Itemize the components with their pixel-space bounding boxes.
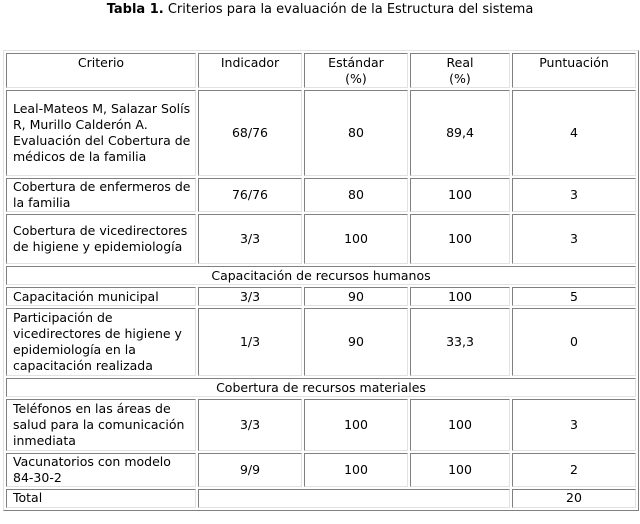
- table-row: [6, 287, 636, 306]
- cell-criterio: Teléfonos en las áreas de salud para la comunicación inmediata: [6, 399, 196, 451]
- cell-puntuacion: 3: [512, 178, 636, 212]
- table-row: [6, 308, 636, 376]
- cell-criterio: Participación de vicedirectores de higiene y epidemiología en la capacitación realizada: [6, 308, 196, 376]
- cell-puntuacion: 3: [512, 214, 636, 264]
- total-puntuacion: 20: [512, 489, 636, 508]
- cell-real: 33,3: [410, 308, 510, 376]
- cell-estandar: 100: [304, 453, 408, 487]
- cell-puntuacion: 5: [512, 287, 636, 306]
- cell-puntuacion: 0: [512, 308, 636, 376]
- table-row: [6, 453, 636, 487]
- total-label: Total: [6, 489, 196, 508]
- cell-real: 100: [410, 178, 510, 212]
- cell-real: 100: [410, 399, 510, 451]
- cell-estandar: 80: [304, 90, 408, 176]
- section-row: [6, 266, 636, 285]
- cell-criterio: Vacunatorios con modelo 84-30-2: [6, 453, 196, 487]
- cell-puntuacion: 2: [512, 453, 636, 487]
- table-title: Criterios para la evaluación de la Estructura del sistema: [167, 2, 534, 17]
- cell-criterio: Leal-Mateos M, Salazar Solís R, Murillo Calderón A. Evaluación del Cobertura de médicos de la familia: [6, 90, 196, 176]
- cell-indicador: 1/3: [198, 308, 302, 376]
- cell-puntuacion: 3: [512, 399, 636, 451]
- header-row: [6, 53, 636, 88]
- cell-indicador: 3/3: [198, 214, 302, 264]
- cell-indicador: 3/3: [198, 287, 302, 306]
- table-row: [6, 399, 636, 451]
- cell-indicador: 3/3: [198, 399, 302, 451]
- header-puntuacion: Puntuación: [512, 53, 636, 88]
- cell-estandar: 100: [304, 399, 408, 451]
- evaluation-table: [3, 50, 639, 511]
- table-row: [6, 214, 636, 264]
- section-materiales: Cobertura de recursos materiales: [6, 378, 636, 397]
- table-row: [6, 178, 636, 212]
- header-indicador: Indicador: [198, 53, 302, 88]
- cell-indicador: 68/76: [198, 90, 302, 176]
- table-caption: [0, 1, 640, 19]
- cell-criterio: Cobertura de enfermeros de la familia: [6, 178, 196, 212]
- header-real: Real (%): [410, 53, 510, 88]
- cell-real: 100: [410, 287, 510, 306]
- cell-estandar: 90: [304, 287, 408, 306]
- cell-real: 89,4: [410, 90, 510, 176]
- total-row: [6, 489, 636, 508]
- header-estandar: Estándar (%): [304, 53, 408, 88]
- table-row: [6, 90, 636, 176]
- cell-estandar: 100: [304, 214, 408, 264]
- cell-indicador: 9/9: [198, 453, 302, 487]
- cell-criterio: Cobertura de vicedirectores de higiene y epidemiología: [6, 214, 196, 264]
- cell-criterio: Capacitación municipal: [6, 287, 196, 306]
- cell-indicador: 76/76: [198, 178, 302, 212]
- table-number: Tabla 1.: [106, 2, 164, 17]
- section-capacitacion: Capacitación de recursos humanos: [6, 266, 636, 285]
- cell-real: 100: [410, 214, 510, 264]
- cell-estandar: 80: [304, 178, 408, 212]
- section-row: [6, 378, 636, 397]
- cell-real: 100: [410, 453, 510, 487]
- cell-estandar: 90: [304, 308, 408, 376]
- cell-puntuacion: 4: [512, 90, 636, 176]
- header-criterio: Criterio: [6, 53, 196, 88]
- total-empty-cell: [198, 489, 510, 508]
